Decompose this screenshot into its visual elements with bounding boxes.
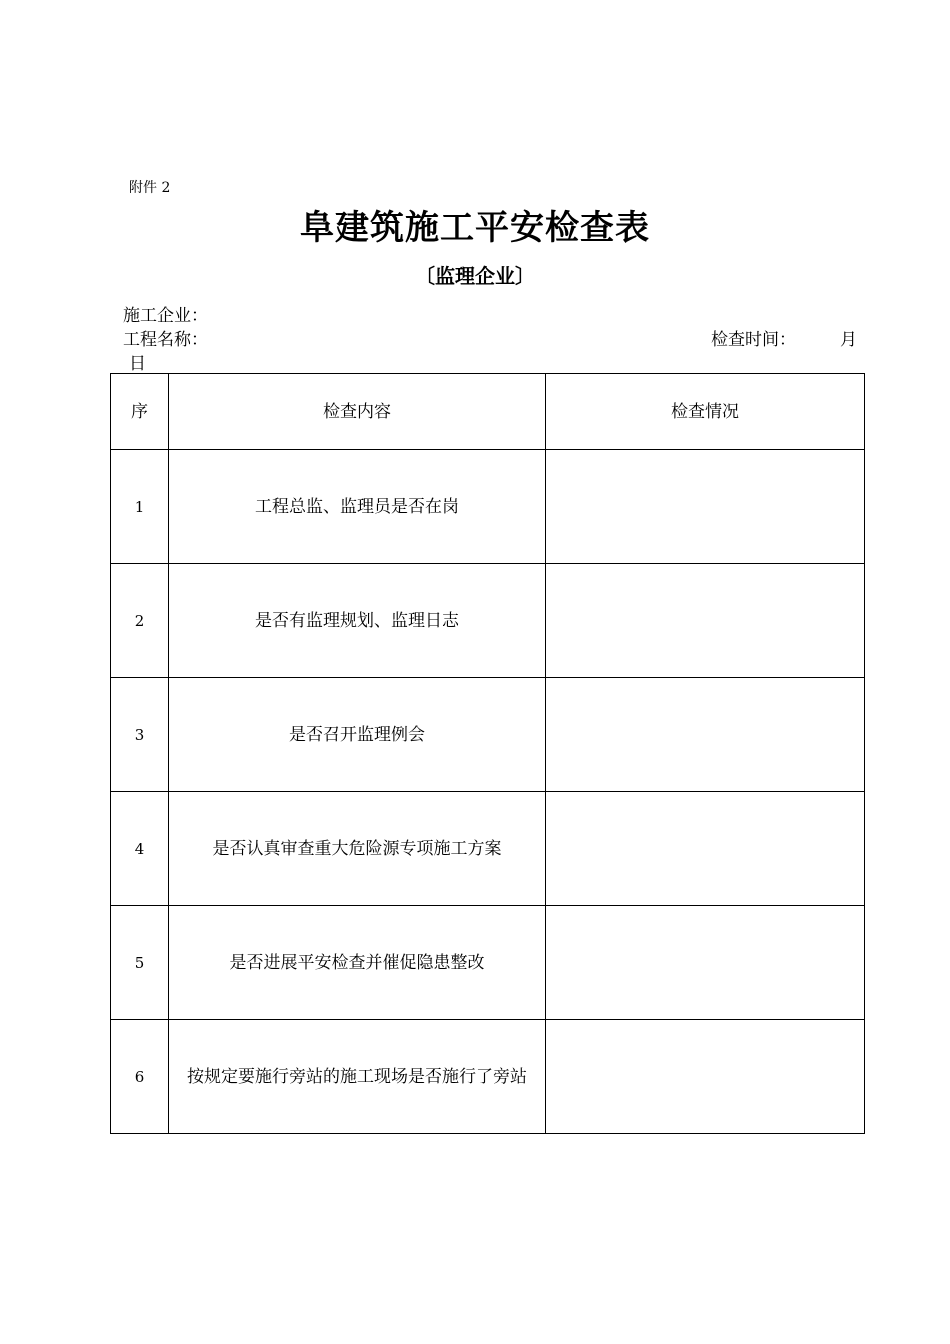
row-number: 6 (111, 1020, 169, 1134)
project-name-label: 工程名称： (123, 330, 208, 350)
row-content: 按规定要施行旁站的施工现场是否施行了旁站 (169, 1020, 546, 1134)
inspection-table (110, 373, 865, 1134)
row-number: 3 (111, 678, 169, 792)
row-status-cell[interactable] (546, 792, 865, 906)
row-number: 1 (111, 450, 169, 564)
column-header-status: 检查情况 (546, 374, 865, 450)
attachment-label: 附件 2 (129, 180, 171, 196)
row-status-cell[interactable] (546, 1020, 865, 1134)
check-time-label: 检查时间： (711, 330, 796, 350)
row-status-cell[interactable] (546, 450, 865, 564)
row-number: 4 (111, 792, 169, 906)
table-row (111, 1020, 865, 1134)
row-status-cell[interactable] (546, 678, 865, 792)
table-row (111, 564, 865, 678)
row-number: 5 (111, 906, 169, 1020)
row-content: 是否认真审查重大危险源专项施工方案 (169, 792, 546, 906)
day-label: 日 (129, 354, 146, 374)
table-row (111, 678, 865, 792)
row-content: 工程总监、监理员是否在岗 (169, 450, 546, 564)
row-status-cell[interactable] (546, 564, 865, 678)
table-row (111, 792, 865, 906)
row-status-cell[interactable] (546, 906, 865, 1020)
page-title: 阜建筑施工平安检查表 (300, 208, 650, 248)
month-label: 月 (840, 330, 857, 350)
column-header-number: 序 (111, 374, 169, 450)
table-header-row (111, 374, 865, 450)
row-content: 是否有监理规划、监理日志 (169, 564, 546, 678)
page-subtitle: 〔监理企业〕 (415, 264, 535, 288)
company-label: 施工企业： (123, 306, 208, 326)
column-header-content: 检查内容 (169, 374, 546, 450)
row-content: 是否召开监理例会 (169, 678, 546, 792)
row-number: 2 (111, 564, 169, 678)
row-content: 是否进展平安检查并催促隐患整改 (169, 906, 546, 1020)
table-row (111, 906, 865, 1020)
table-row (111, 450, 865, 564)
